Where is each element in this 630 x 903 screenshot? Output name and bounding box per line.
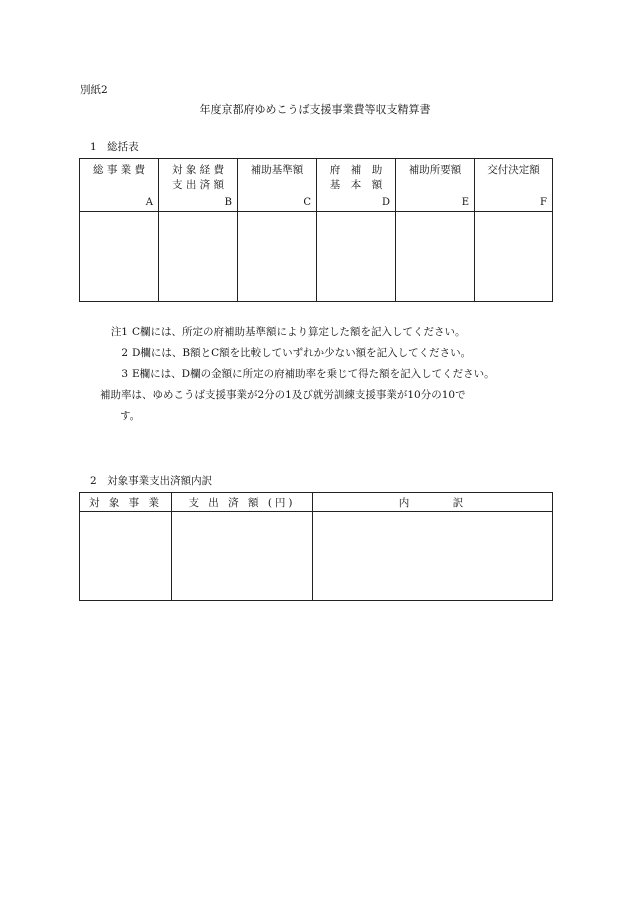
column-letter: D — [381, 197, 390, 208]
document-label: 別紙2 — [80, 84, 108, 96]
header-label: 府 補 助 基 本 額 — [329, 164, 383, 191]
cell-target-project[interactable] — [80, 512, 172, 601]
note-continuation: 補助率は、ゆめこうば支援事業が2分の1及び就労訓練支援事業が10分の10で — [100, 389, 466, 401]
column-letter: C — [303, 197, 311, 208]
header-label: 補助所要額 — [408, 164, 462, 176]
note-number: 2 — [121, 347, 128, 359]
document-title: 年度京都府ゆめこうば支援事業費等収支精算書 — [199, 103, 431, 116]
cell-expenditure[interactable] — [172, 512, 313, 601]
column-letter: E — [461, 197, 469, 208]
header-target-project: 対 象 事 業 — [80, 493, 172, 512]
note-text: C欄には、所定の府補助基準額により算定した額を記入してください。 — [132, 326, 466, 338]
breakdown-header-row — [80, 493, 553, 512]
header-subsidy-standard — [238, 159, 317, 212]
header-label: 総 事 業 費 — [92, 164, 145, 176]
summary-table — [79, 158, 553, 302]
note-text: D欄には、B額とC額を比較していずれか少ない額を記入してください。 — [132, 347, 472, 359]
note-3 — [100, 364, 540, 385]
note-tail: す。 — [120, 410, 141, 422]
cell-f[interactable] — [475, 212, 553, 302]
note-number: 3 — [121, 368, 128, 380]
header-grant-decided — [475, 159, 553, 212]
breakdown-data-row — [80, 512, 553, 601]
note-2 — [100, 343, 540, 364]
breakdown-table — [79, 492, 553, 601]
cell-e[interactable] — [396, 212, 475, 302]
note-number: 注1 — [110, 326, 128, 338]
header-total-cost — [80, 159, 159, 212]
section2-heading: 2 対象事業支出済額内訳 — [90, 475, 213, 487]
section1-heading: 1 総括表 — [90, 141, 139, 153]
header-label: 補助基準額 — [250, 164, 304, 176]
cell-b[interactable] — [159, 212, 238, 302]
header-subsidy-required — [396, 159, 475, 212]
cell-breakdown[interactable] — [313, 512, 553, 601]
header-label: 交付決定額 — [487, 164, 540, 176]
cell-a[interactable] — [80, 212, 159, 302]
note-text: E欄には、D欄の金額に所定の府補助率を乗じて得た額を記入してください。 — [132, 368, 495, 380]
summary-data-row — [80, 212, 553, 302]
cell-d[interactable] — [317, 212, 396, 302]
header-breakdown: 内 訳 — [313, 493, 553, 512]
column-letter: B — [224, 197, 232, 208]
header-expenditure: 支 出 済 額 (円) — [172, 493, 313, 512]
summary-header-row — [80, 159, 553, 212]
header-label: 対 象 経 費 支 出 済 額 — [171, 164, 224, 191]
cell-c[interactable] — [238, 212, 317, 302]
column-letter: F — [540, 197, 547, 208]
header-prefecture-base — [317, 159, 396, 212]
notes-block — [100, 322, 540, 427]
header-target-expense — [159, 159, 238, 212]
column-letter: A — [145, 197, 153, 208]
note-1 — [100, 322, 540, 343]
